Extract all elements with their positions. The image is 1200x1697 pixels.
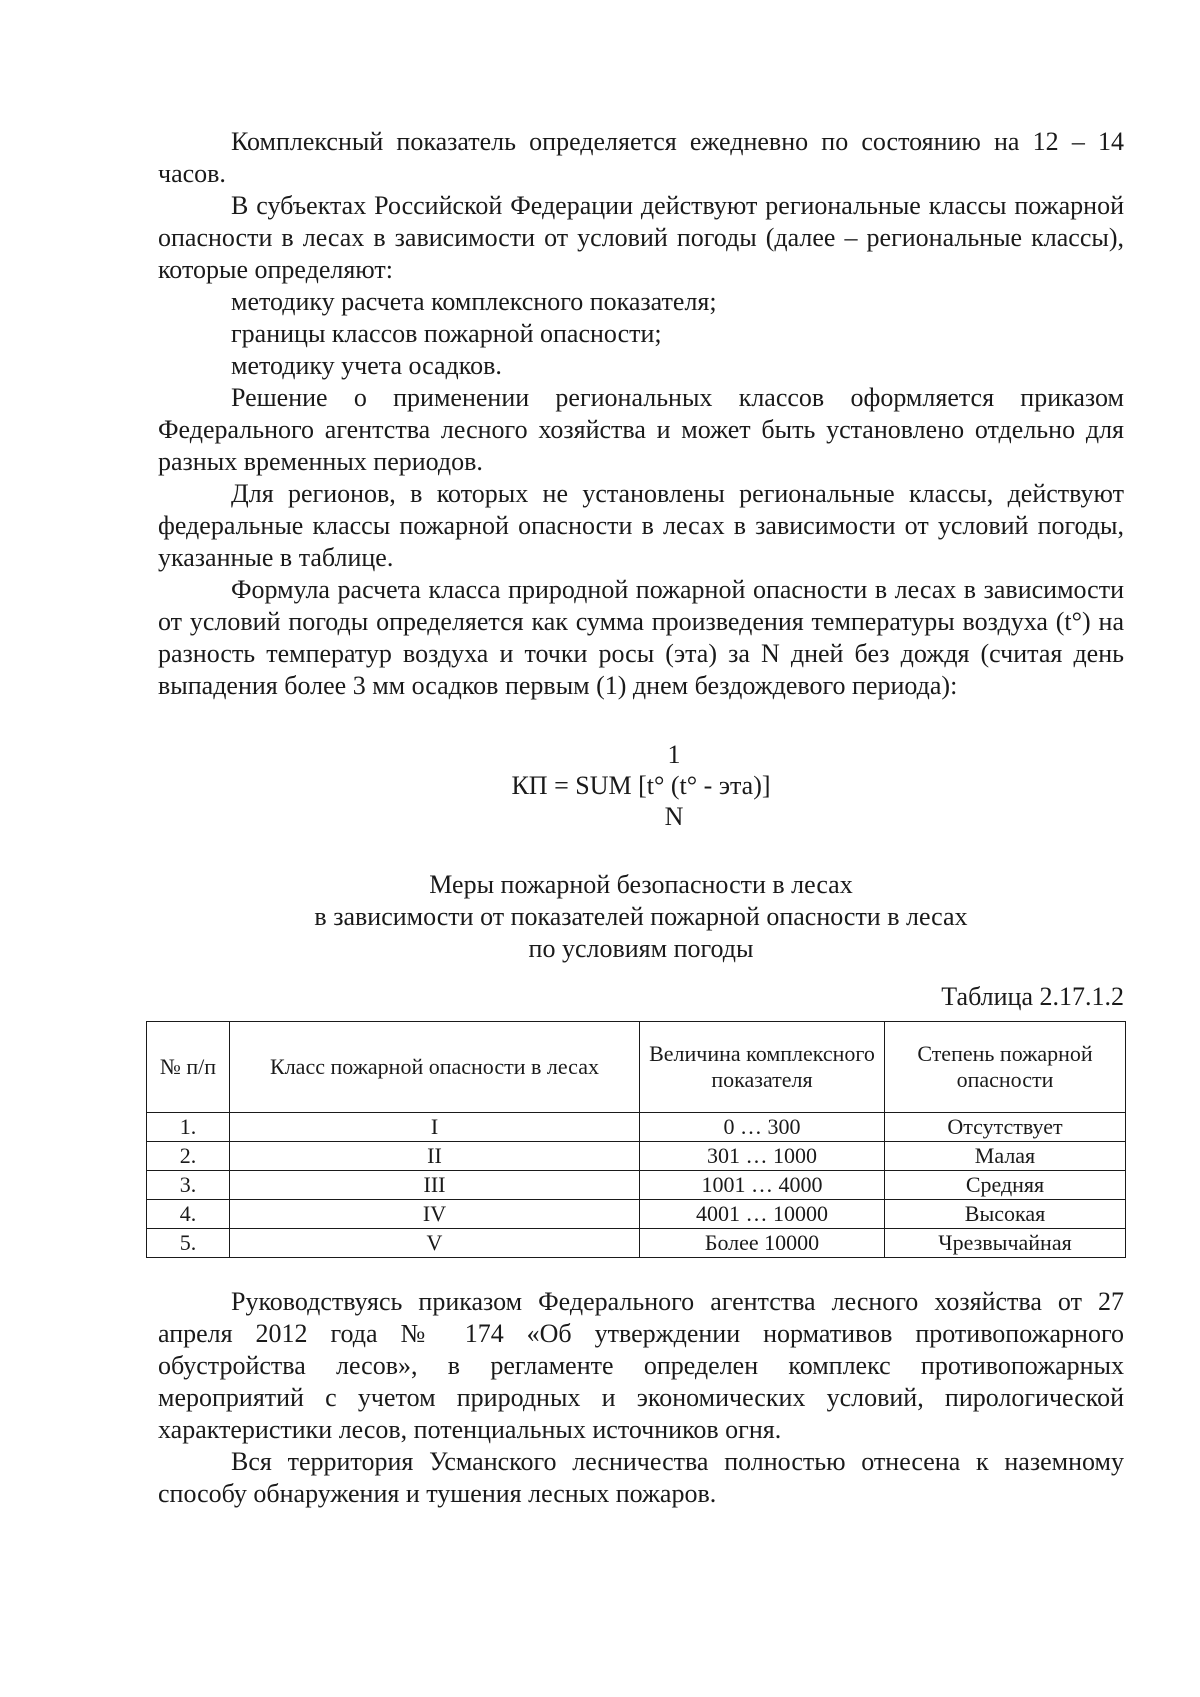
paragraph-usman-forestry: Вся территория Усманского лесничества полностью отнесена к наземному способу обнаружения и тушения лесных пожаров.	[158, 1447, 1124, 1508]
table-row	[147, 1142, 1126, 1171]
header-indicator-value: Величина комплексного показателя	[640, 1022, 885, 1113]
header-number: № п/п	[147, 1022, 230, 1113]
cell-number: 3.	[147, 1171, 230, 1200]
table-row	[147, 1229, 1126, 1258]
fire-danger-table	[146, 1021, 1126, 1258]
table-header-row	[147, 1022, 1126, 1113]
paragraph-order-174: Руководствуясь приказом Федерального агентства лесного хозяйства от 27 апреля 2012 года № 174 «Об утверждении нормативов противопожарного обустройства лесов», в регламенте определен комплекс противопожарных мероприятий с учетом природных и экономических условий, пирологической характеристики лесов, потенциальных источников огня.	[158, 1287, 1124, 1444]
header-danger-degree: Степень пожарной опасности	[885, 1022, 1126, 1113]
paragraph-formula-description: Формула расчета класса природной пожарной опасности в лесах в зависимости от условий погоды определяется как сумма произведения температуры воздуха (t°) на разность температур воздуха и точки росы (эта) за N дней без дождя (считая день выпадения более 3 мм осадков первым (1) днем бездождевого периода):	[158, 575, 1124, 700]
cell-indicator-value: 1001 … 4000	[640, 1171, 885, 1200]
table-heading-line-2: в зависимости от показателей пожарной опасности в лесах	[314, 902, 968, 931]
cell-indicator-value: 4001 … 10000	[640, 1200, 885, 1229]
table-heading-line-1: Меры пожарной безопасности в лесах	[429, 870, 853, 899]
cell-danger-degree: Отсутствует	[885, 1113, 1126, 1142]
cell-indicator-value: Более 10000	[640, 1229, 885, 1258]
cell-indicator-value: 301 … 1000	[640, 1142, 885, 1171]
table-number: Таблица 2.17.1.2	[941, 982, 1124, 1011]
paragraph-decision: Решение о применении региональных классов оформляется приказом Федерального агентства лесного хозяйства и может быть установлено отдельно для разных временных периодов.	[158, 383, 1124, 476]
list-item-precipitation-method: методику учета осадков.	[231, 351, 502, 380]
cell-class: IV	[230, 1200, 640, 1229]
cell-danger-degree: Средняя	[885, 1171, 1126, 1200]
formula-bottom: N	[664, 802, 684, 831]
cell-class: III	[230, 1171, 640, 1200]
cell-class: II	[230, 1142, 640, 1171]
cell-number: 2.	[147, 1142, 230, 1171]
cell-class: I	[230, 1113, 640, 1142]
formula-top: 1	[667, 740, 681, 769]
paragraph-regional-classes: В субъектах Российской Федерации действуют региональные классы пожарной опасности в лесах в зависимости от условий погоды (далее – региональные классы), которые определяют:	[158, 191, 1124, 284]
formula-main: КП = SUM [t° (t° - эта)]	[511, 771, 771, 800]
cell-number: 4.	[147, 1200, 230, 1229]
cell-number: 1.	[147, 1113, 230, 1142]
cell-indicator-value: 0 … 300	[640, 1113, 885, 1142]
header-class: Класс пожарной опасности в лесах	[230, 1022, 640, 1113]
table-row	[147, 1200, 1126, 1229]
cell-number: 5.	[147, 1229, 230, 1258]
table-row	[147, 1113, 1126, 1142]
list-item-calculation-method: методику расчета комплексного показателя;	[231, 287, 717, 316]
cell-danger-degree: Чрезвычайная	[885, 1229, 1126, 1258]
table-heading-line-3: по условиям погоды	[528, 934, 754, 963]
table-row	[147, 1171, 1126, 1200]
cell-class: V	[230, 1229, 640, 1258]
list-item-class-boundaries: границы классов пожарной опасности;	[231, 319, 662, 348]
paragraph-daily-indicator: Комплексный показатель определяется ежедневно по состоянию на 12 – 14 часов.	[158, 127, 1124, 188]
formula	[158, 739, 1124, 832]
cell-danger-degree: Высокая	[885, 1200, 1126, 1229]
cell-danger-degree: Малая	[885, 1142, 1126, 1171]
paragraph-federal-classes: Для регионов, в которых не установлены региональные классы, действуют федеральные классы пожарной опасности в лесах в зависимости от условий погоды, указанные в таблице.	[158, 479, 1124, 572]
table-heading	[158, 869, 1124, 965]
